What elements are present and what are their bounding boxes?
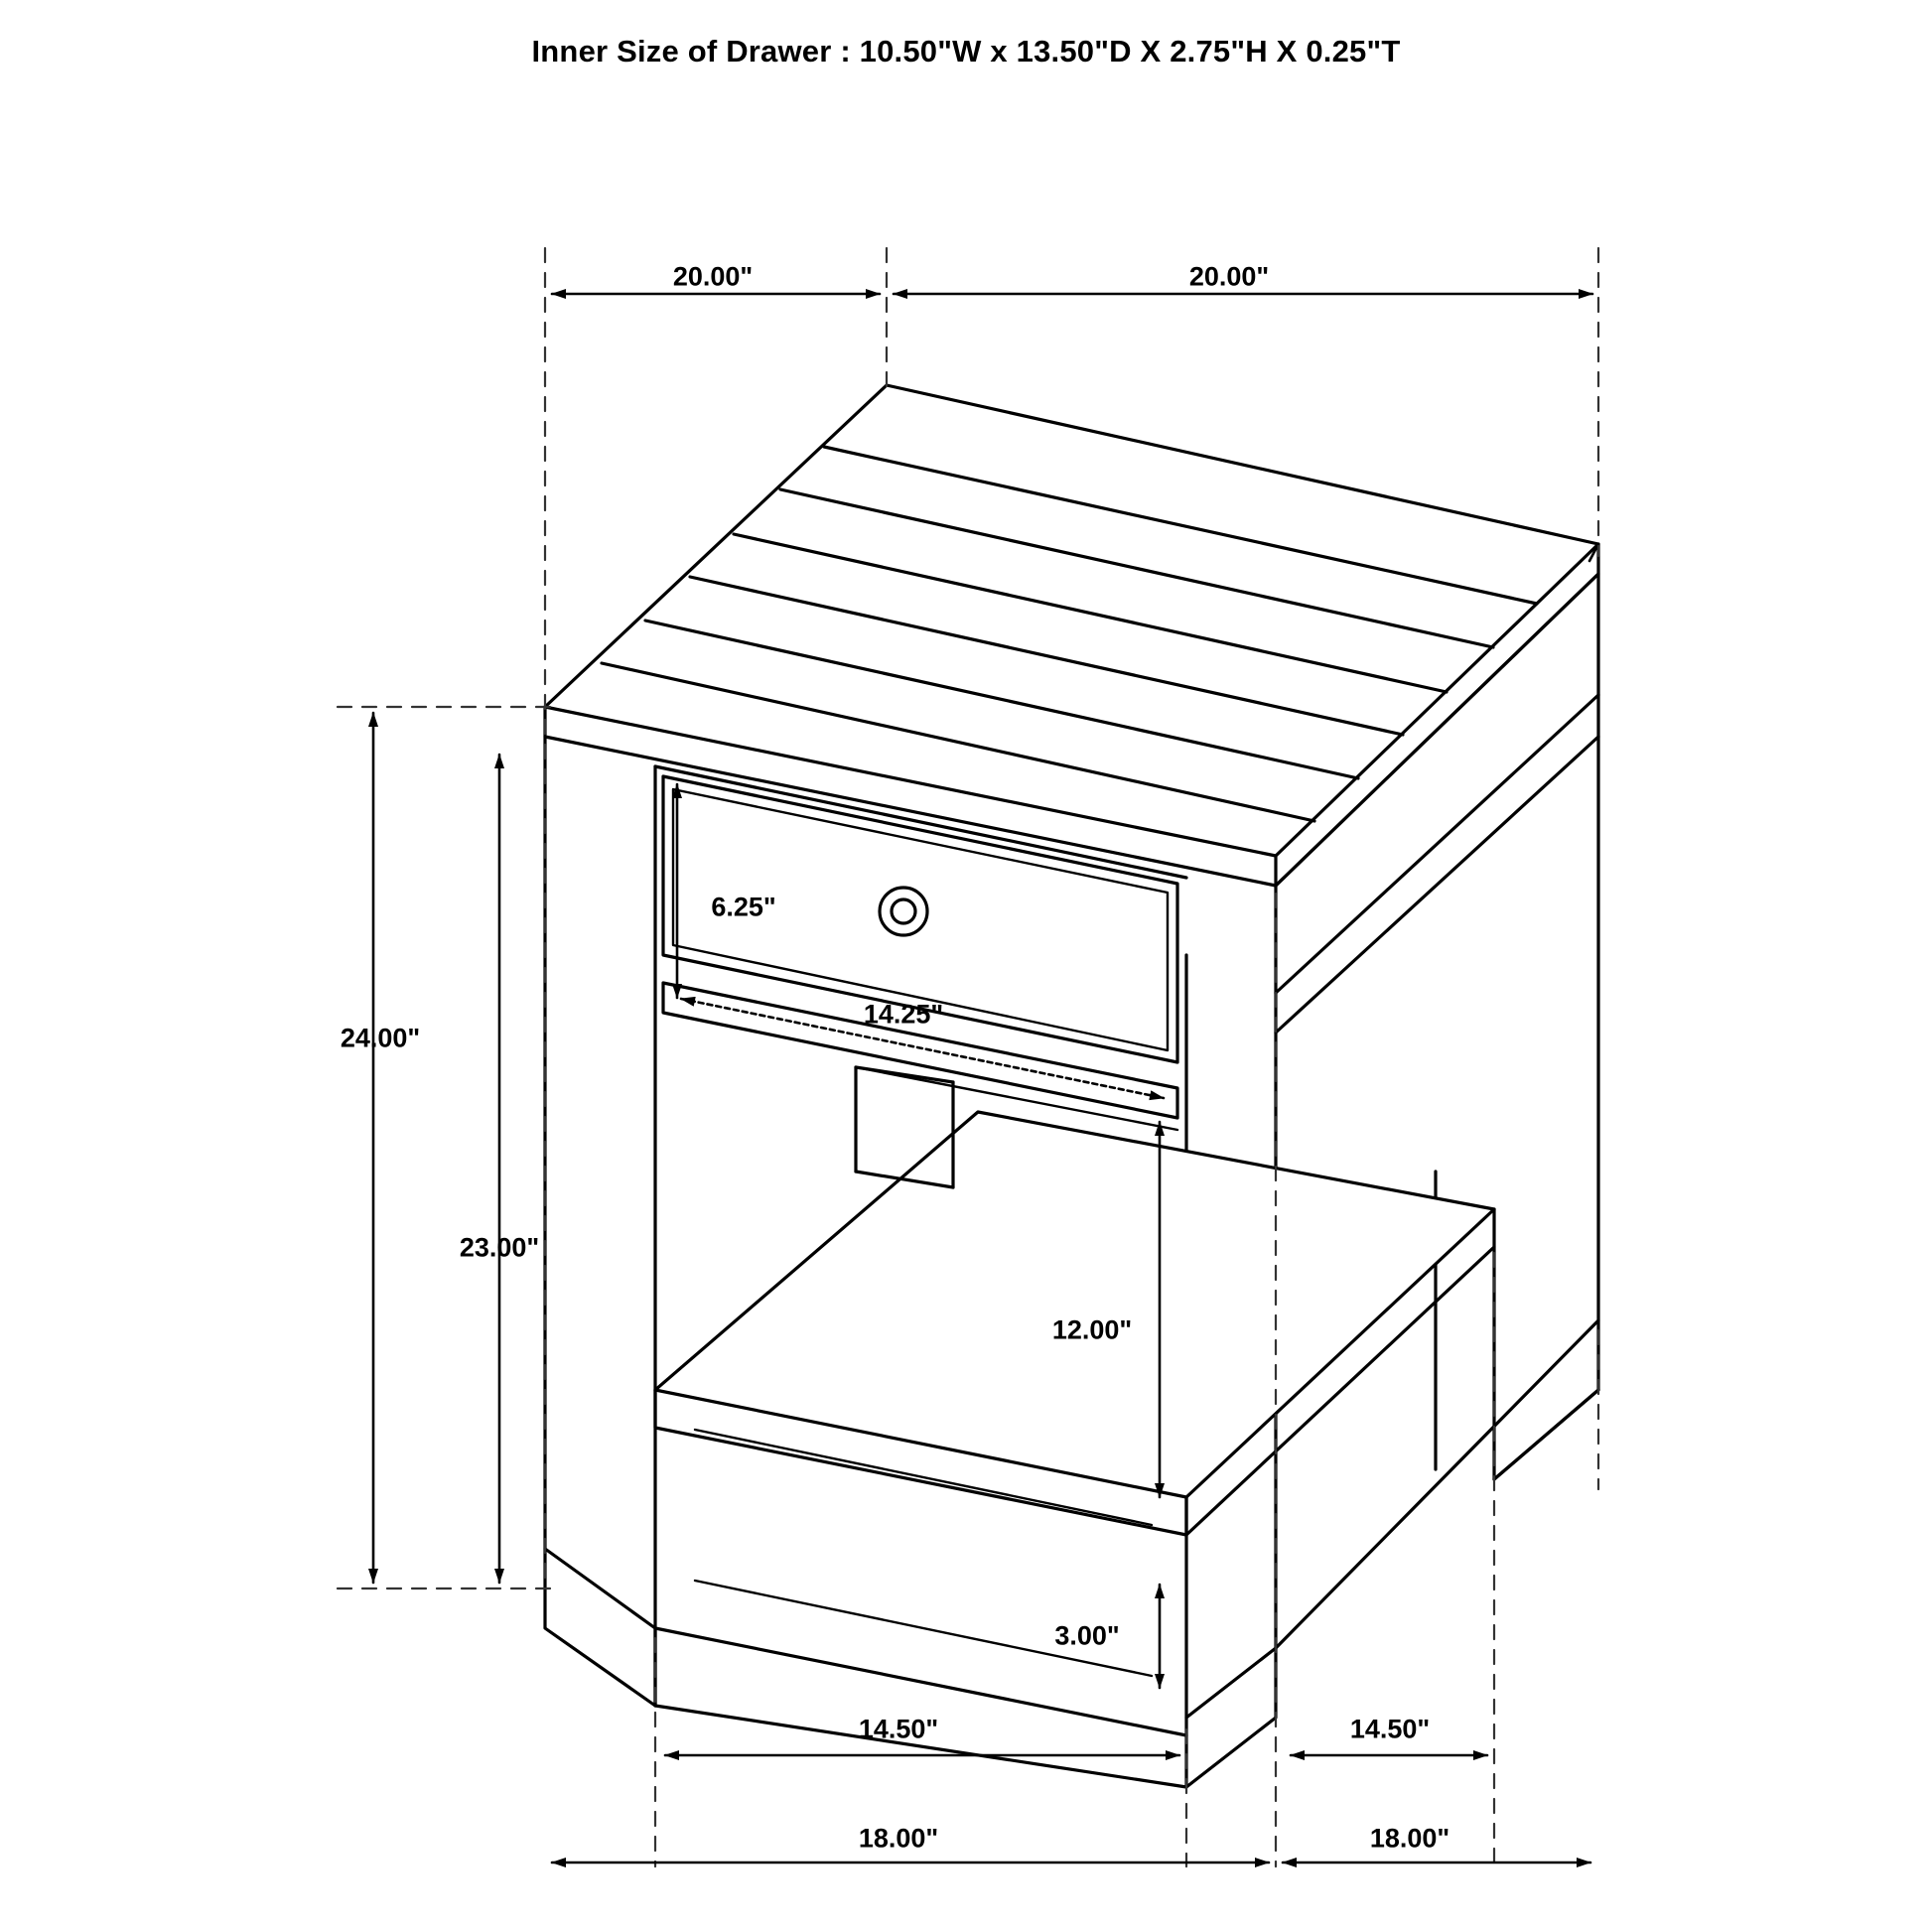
dimension-shelf-clearance: 12.00" — [1051, 1314, 1133, 1345]
dimension-depth-right: 18.00" — [1369, 1823, 1450, 1854]
dimension-leg-span-left: 14.50" — [858, 1714, 939, 1744]
dimension-top-right-width: 20.00" — [1188, 261, 1270, 292]
dimension-leg-span-right: 14.50" — [1349, 1714, 1431, 1744]
dimension-bottom-clearance: 3.00" — [1054, 1620, 1120, 1651]
dimension-overall-height: 24.00" — [340, 1023, 421, 1053]
page-title: Inner Size of Drawer : 10.50"W x 13.50"D X 2.75"H X 0.25"T — [531, 34, 1401, 69]
dimension-depth-left: 18.00" — [858, 1823, 939, 1854]
dimension-inner-height: 23.00" — [459, 1232, 540, 1263]
dimension-drawer-height: 6.25" — [711, 892, 776, 922]
dimension-top-left-width: 20.00" — [672, 261, 754, 292]
dimension-drawer-width: 14.25" — [863, 999, 944, 1030]
